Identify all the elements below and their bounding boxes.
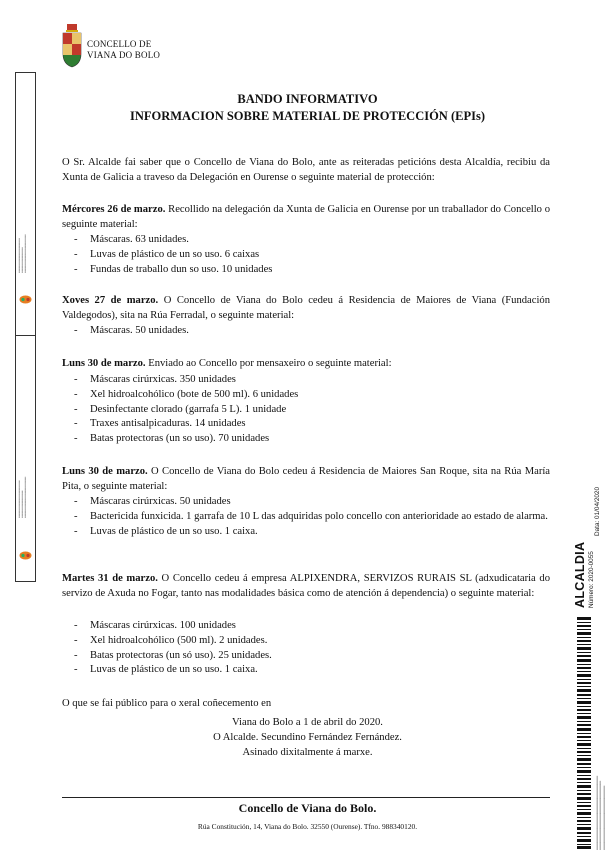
coat-of-arms-logo <box>62 24 82 68</box>
closing-paragraph: O que se fai público para o xeral coñecemento en <box>62 698 272 709</box>
list-item: - Luvas de plástico de un so uso. 1 caixa. <box>62 525 552 540</box>
intro-paragraph: O Sr. Alcalde fai saber que o Concello de Viana do Bolo, ante as reiteradas peticións desta Alcaldía, recibiu da Xunta de Galicia a traveso da Delegación en Ourense o seguinte material de protección: <box>62 157 550 183</box>
strip-divider <box>16 335 35 336</box>
strip-crest-icon <box>19 551 32 560</box>
section-4-date: Luns 30 de marzo. <box>62 466 148 477</box>
list-item: - Desinfectante clorado (garrafa 5 L). 1 unidade <box>62 403 552 418</box>
org-line-1: CONCELLO DE <box>87 39 152 49</box>
signature-mayor: O Alcalde. Secundino Fernández Fernández. <box>213 732 402 743</box>
list-item: - Máscaras. 63 unidades. <box>62 233 552 248</box>
section-1-list <box>62 233 552 277</box>
footer-organization: Concello de Viana do Bolo. <box>238 801 377 815</box>
section-3-date: Luns 30 de marzo. <box>62 358 146 369</box>
section-4-list <box>62 495 552 539</box>
list-item: - Fundas de traballo dun so uso. 10 unidades <box>62 263 552 278</box>
list-item: - Máscaras cirúrxicas. 350 unidades <box>62 373 552 388</box>
signature-date: Data: 01/04/2020 <box>594 486 601 536</box>
org-line-2: VIANA DO BOLO <box>87 50 161 60</box>
strip-crest-icon <box>19 295 32 304</box>
strip-text-2: ▪▪▪▪▪▪▪▪▪▪▪▪▪▪▪▪▪▪▪▪▪▪▪▪▪▪▪▪▪▪▪▪▪▪▪▪▪▪▪▪▪ ▪▪▪▪▪▪▪▪▪▪▪▪▪▪▪▪▪▪▪▪▪▪▪▪▪▪▪▪▪▪ ▪▪▪▪▪▪▪▪▪▪▪▪▪▪▪▪▪▪▪▪▪▪▪▪▪▪▪▪▪▪▪▪▪▪▪▪▪▪▪▪▪▪▪▪▪ <box>18 476 28 518</box>
list-item: - Traxes antisalpicaduras. 14 unidades <box>62 417 552 432</box>
document-subtitle: INFORMACION SOBRE MATERIAL DE PROTECCIÓN (EPIs) <box>129 109 485 123</box>
document-title: BANDO INFORMATIVO <box>237 92 378 106</box>
list-item: - Bactericida funxicida. 1 garrafa de 10 L das adquiridas polo concello con anterioridade ao estado de alarma. <box>62 510 552 525</box>
list-item: - Xel hidroalcohólico (500 ml). 2 unidades. <box>62 634 552 649</box>
section-1-text: Recollido na delegación da Xunta de Galicia en Ourense por un traballador do Concello o seguinte material: <box>62 204 550 230</box>
section-4-text: O Concello de Viana do Bolo cedeu á Residencia de Maiores San Roque, sita na Rúa María Pita, o seguinte material: <box>62 466 550 492</box>
section-1-date: Mércores 26 de marzo. <box>62 204 166 215</box>
section-5-paragraph <box>62 572 550 602</box>
list-item: - Luvas de plástico de un so uso. 1 caixa. <box>62 663 552 678</box>
list-item: - Máscaras cirúrxicas. 50 unidades <box>62 495 552 510</box>
list-item: - Luvas de plástico de un so uso. 6 caixas <box>62 248 552 263</box>
section-3-paragraph <box>62 357 550 372</box>
section-2-list <box>62 324 552 339</box>
list-item: - Máscaras. 50 unidades. <box>62 324 552 339</box>
alcaldia-stamp: ALCALDIA <box>573 541 587 608</box>
footer-divider <box>62 797 550 798</box>
section-5-text: O Concello cedeu á empresa ALPIXENDRA, SERVIZOS RURAIS SL (adxudicataria do servizo de Axuda no Fogar, tanto nas modalidades básica como de atención á dependencia) o seguinte material: <box>62 573 550 599</box>
section-3-text: Enviado ao Concello por mensaxeiro o seguinte material: <box>145 358 392 369</box>
strip-text-1: ▪▪▪▪▪▪▪▪▪▪▪▪▪▪▪▪▪▪▪▪▪▪▪▪▪▪▪▪▪▪▪▪▪▪▪▪▪▪ ▪▪▪▪▪▪▪▪▪▪▪▪▪▪▪▪▪▪▪▪▪▪▪▪▪▪▪▪ ▪▪▪▪▪▪▪▪▪▪▪▪▪▪▪▪▪▪▪▪▪▪▪▪▪▪▪▪▪▪▪▪▪▪▪▪▪▪▪▪▪▪ <box>18 234 28 273</box>
section-2-paragraph <box>62 294 550 324</box>
list-item: - Xel hidroalcohólico (bote de 500 ml). 6 unidades <box>62 388 552 403</box>
section-4-paragraph <box>62 465 550 495</box>
document-number: Número: 2020-0055 <box>588 551 595 608</box>
section-2-date: Xoves 27 de marzo. <box>62 295 159 306</box>
section-3-list <box>62 373 552 447</box>
section-5-date: Martes 31 de marzo. <box>62 573 158 584</box>
section-1-paragraph <box>62 203 550 233</box>
section-2-text: O Concello de Viana do Bolo cedeu á Residencia de Maiores de Viana (Fundación Valdegodos), sita na Rúa Ferradal, o seguinte material: <box>62 295 550 321</box>
verification-strip <box>15 72 36 582</box>
verification-text: ▪▪▪▪▪▪▪▪▪▪▪▪▪▪▪▪▪▪▪▪▪▪▪▪▪▪▪▪▪▪▪▪▪▪▪▪▪▪▪▪▪▪▪▪▪▪▪▪▪▪▪▪▪▪▪▪▪▪▪▪▪▪▪▪▪▪▪▪▪▪▪▪▪▪▪ ▪▪▪▪▪▪▪▪▪▪▪▪▪▪▪▪▪▪▪▪▪▪▪▪▪▪▪▪▪▪▪▪▪▪▪▪▪▪▪▪▪▪▪▪▪▪▪▪▪▪▪▪▪▪▪▪▪▪▪▪▪▪▪▪▪▪▪▪▪▪ ▪▪▪▪▪▪▪▪▪▪▪▪▪▪▪▪▪▪▪▪▪▪▪▪▪▪▪▪▪▪▪▪▪▪▪▪▪▪▪▪▪▪▪▪▪▪▪▪▪▪▪▪▪▪▪▪▪▪▪▪▪▪▪▪▪ <box>595 775 606 850</box>
footer-address: Rúa Constitución, 14, Viana do Bolo. 32550 (Ourense). Tfno. 988340120. <box>197 822 418 831</box>
list-item: - Máscaras cirúrxicas. 100 unidades <box>62 619 552 634</box>
list-item: - Batas protectoras (un só uso). 25 unidades. <box>62 649 552 664</box>
signature-digital-note: Asinado dixitalmente á marxe. <box>242 747 373 758</box>
list-item: - Batas protectoras (un so uso). 70 unidades <box>62 432 552 447</box>
signature-place-date: Viana do Bolo a 1 de abril do 2020. <box>232 717 383 728</box>
organization-name <box>87 39 160 61</box>
section-5-list <box>62 619 552 678</box>
